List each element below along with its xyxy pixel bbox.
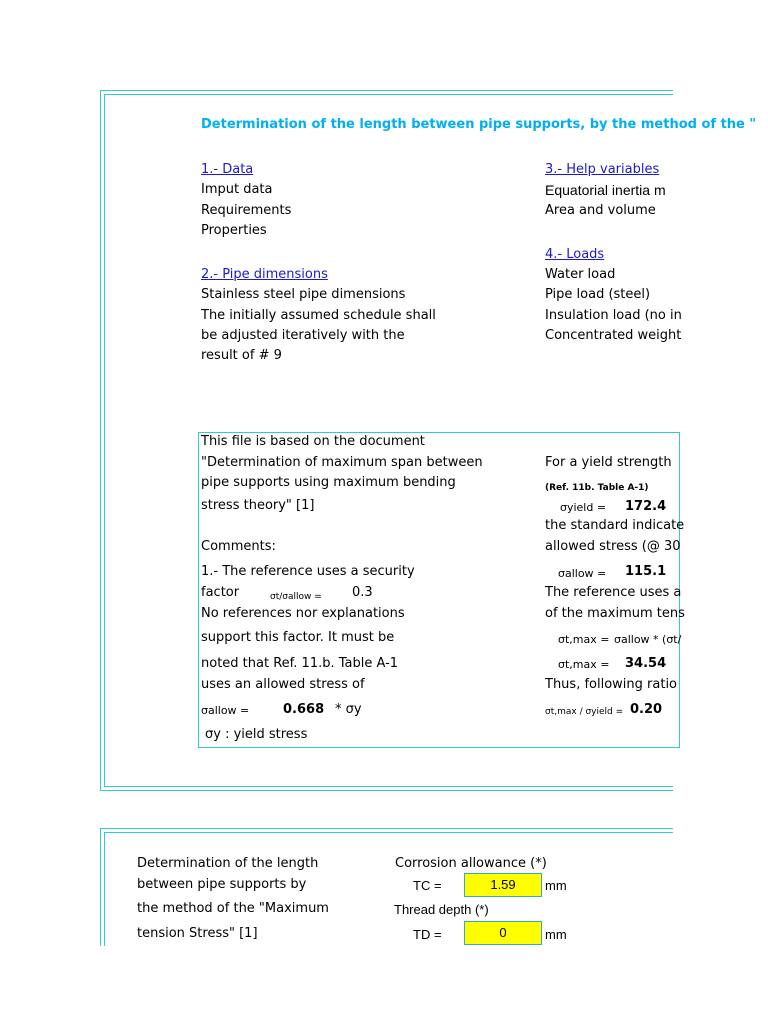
loads-item: Pipe load (steel) — [545, 287, 651, 302]
comments-heading: Comments: — [201, 539, 276, 554]
link-help-variables[interactable]: 3.- Help variables — [545, 162, 660, 177]
reference-note: (Ref. 11b. Table A-1) — [545, 483, 649, 493]
link-pipe-dimensions[interactable]: 2.- Pipe dimensions — [201, 267, 328, 282]
comment-line: 1.- The reference uses a security — [201, 564, 415, 579]
comment-line: noted that Ref. 11.b. Table A-1 — [201, 656, 399, 671]
td-unit: mm — [545, 927, 567, 942]
frame-top-line — [100, 90, 673, 91]
pipe-item: Stainless steel pipe dimensions — [201, 287, 406, 302]
factor-value: 0.3 — [352, 585, 373, 600]
link-loads[interactable]: 4.- Loads — [545, 247, 605, 262]
note-line: pipe supports using maximum bending — [201, 475, 456, 490]
note-right-line: The reference uses a — [545, 585, 682, 600]
pipe-item: The initially assumed schedule shall — [201, 308, 436, 323]
tmax-symbol: σt,max = — [558, 633, 610, 646]
tc-label: TC = — [413, 878, 442, 893]
frame2-top-line — [100, 828, 673, 829]
pipe-item: be adjusted iteratively with the — [201, 328, 405, 343]
help-item: Area and volume — [545, 203, 656, 218]
frame-left-line — [100, 90, 101, 790]
frame-top-line-inner — [104, 94, 673, 95]
ratio-value: 0.20 — [630, 702, 663, 717]
note-line: "Determination of maximum span between — [201, 455, 483, 470]
comment-line: uses an allowed stress of — [201, 677, 365, 692]
pipe-item: result of # 9 — [201, 348, 282, 363]
comment-line: support this factor. It must be — [201, 630, 395, 645]
td-input[interactable]: 0 — [464, 921, 542, 945]
note-line: stress theory" [1] — [201, 498, 315, 513]
frame2-left-line — [100, 828, 101, 946]
section2-desc: tension Stress" [1] — [137, 926, 258, 941]
loads-item: Water load — [545, 267, 616, 282]
yield-note: σy : yield stress — [205, 727, 308, 742]
section2-desc: between pipe supports by — [137, 877, 307, 892]
note-right-line: the standard indicate — [545, 518, 685, 533]
note-right-line: of the maximum tens — [545, 606, 685, 621]
ratio-symbol: σt,max / σyield = — [545, 707, 624, 717]
section2-desc: the method of the "Maximum — [137, 901, 329, 916]
link-data[interactable]: 1.- Data — [201, 162, 254, 177]
tmax-expression: σallow * (σt/ — [614, 633, 682, 646]
allow-multiplier: * σy — [335, 702, 362, 717]
frame2-left-line-inner — [104, 832, 105, 946]
thread-label: Thread depth (*) — [394, 902, 489, 917]
corrosion-label: Corrosion allowance (*) — [395, 856, 547, 871]
data-item: Properties — [201, 223, 267, 238]
tc-input[interactable]: 1.59 — [464, 873, 542, 897]
allow-right-value: 115.1 — [625, 564, 667, 579]
yield-symbol: σyield = — [560, 501, 607, 514]
note-right-line: Thus, following ratio — [545, 677, 678, 692]
frame-bottom-line-inner — [104, 786, 673, 787]
factor-symbol: σt/σallow = — [270, 592, 322, 602]
loads-item: Insulation load (no in — [545, 308, 682, 323]
tmax-symbol: σt,max = — [558, 658, 610, 671]
frame2-top-line-inner — [104, 832, 673, 833]
allow-right-symbol: σallow = — [558, 567, 607, 580]
help-item: Equatorial inertia m — [545, 182, 666, 198]
note-right-line: For a yield strength — [545, 455, 672, 470]
loads-item: Concentrated weight — [545, 328, 682, 343]
frame-bottom-line — [100, 790, 673, 791]
yield-value: 172.4 — [625, 499, 667, 514]
data-item: Imput data — [201, 182, 273, 197]
td-label: TD = — [413, 927, 442, 942]
allow-value: 0.668 — [283, 702, 325, 717]
frame-left-line-inner — [104, 94, 105, 786]
note-line: This file is based on the document — [201, 434, 425, 449]
factor-label: factor — [201, 585, 240, 600]
note-right-line: allowed stress (@ 30 — [545, 539, 681, 554]
section2-desc: Determination of the length — [137, 856, 319, 871]
tc-unit: mm — [545, 878, 567, 893]
data-item: Requirements — [201, 203, 292, 218]
comment-line: No references nor explanations — [201, 606, 405, 621]
sheet-title: Determination of the length between pipe supports, by the method of the " — [201, 117, 757, 132]
allow-symbol: σallow = — [201, 704, 250, 717]
tmax-value: 34.54 — [625, 656, 667, 671]
